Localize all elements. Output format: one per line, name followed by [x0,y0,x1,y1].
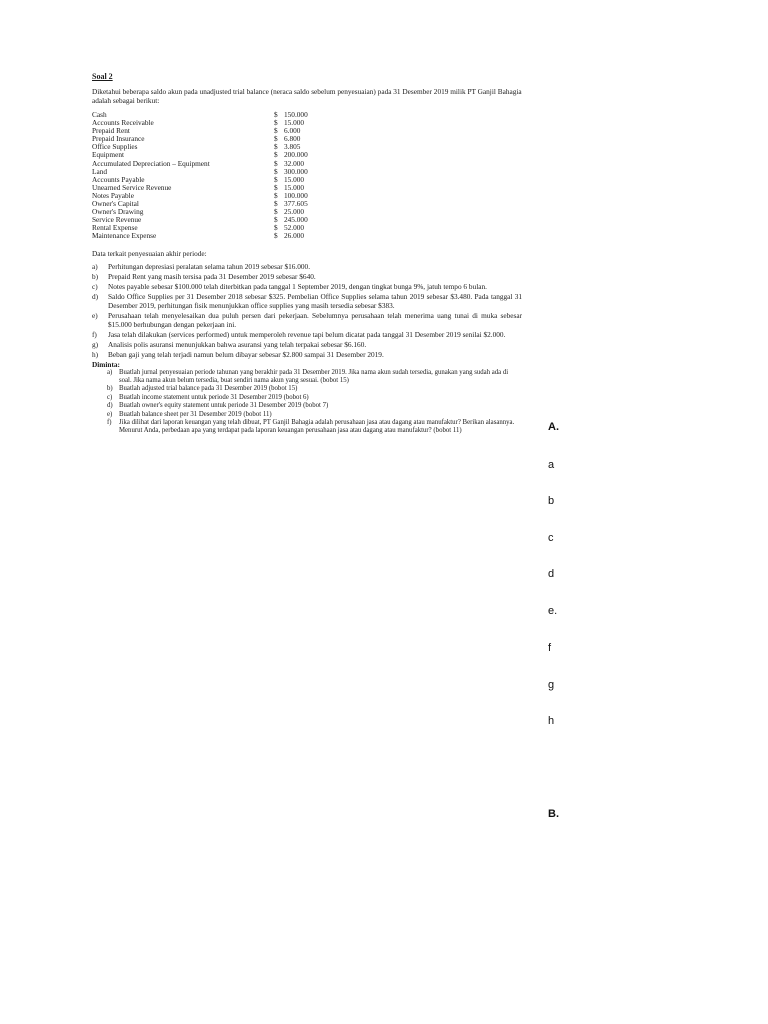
currency-symbol: $ [274,182,278,192]
account-name: Accounts Payable [92,174,145,184]
account-name: Cash [92,110,107,119]
item-text: Analisis polis asuransi menunjukkan bahwa asuransi yang telah terpakai sebesar $6.160. [108,339,367,349]
list-item [92,350,522,359]
account-amount: 26.000 [284,231,305,241]
item-letter: d) [107,402,113,410]
list-item [107,394,522,402]
item-letter: h) [92,349,99,359]
item-letter: e) [107,410,113,418]
list-item [92,340,522,349]
item-text: Buatlah adjusted trial balance pada 31 Desember 2019 (bobot 15) [119,385,298,393]
currency-symbol: $ [274,118,278,128]
item-text: Beban gaji yang telah terjadi namun belum dibayar sebesar $2.800 sampai 31 Desember 2019. [108,349,384,359]
list-item [107,385,522,393]
account-name: Office Supplies [92,142,138,152]
list-item [92,282,522,291]
account-name: Prepaid Insurance [92,134,145,144]
item-letter: c) [92,281,98,291]
answer-section-b-label: B. [548,808,559,820]
currency-symbol: $ [274,215,278,225]
item-letter: f) [92,329,97,339]
list-item [92,330,522,339]
item-text: Buatlah balance sheet per 31 Desember 2019 (bobot 11) [119,410,272,418]
currency-symbol: $ [274,142,278,152]
account-amount: 6.800 [284,134,301,144]
answer-item-label: f [548,642,552,654]
item-text: Perhitungan depresiasi peralatan selama tahun 2019 sebesar $16.000. [108,261,311,271]
list-item [107,411,522,419]
item-text: Saldo Office Supplies per 31 Desember 2018 sebesar $325. Pembelian Office Supplies selama tahun 2019 sebesar $3.480. Pada tanggal 31 Desember 2019, perhitungan fisik menunjukkan office supplies yang masih tersedia sebesar $383. [108,291,522,310]
answer-item-label: a [548,459,555,471]
answer-item-label: b [548,495,555,507]
list-item [107,402,522,410]
list-item [92,272,522,281]
item-text: Jasa telah dilakukan (services performed) untuk memperoleh revenue tapi belum dicatat pada tanggal 31 Desember 2019 senilai $2.000. [108,329,506,339]
currency-symbol: $ [274,158,278,168]
item-letter: a) [92,261,98,271]
account-amount: 100.000 [284,190,308,200]
account-amount: 245.000 [284,215,308,225]
question-document [92,72,522,436]
account-amount: 52.000 [284,223,305,233]
currency-symbol: $ [274,166,278,176]
account-name: Maintenance Expense [92,231,157,241]
list-item [92,292,522,310]
item-text: Buatlah income statement untuk periode 31 Desember 2019 (bobot 6) [119,393,309,401]
answer-item-label: d [548,568,555,580]
item-letter: b) [107,385,113,393]
item-letter: b) [92,271,99,281]
question-title: Soal 2 [92,72,113,81]
item-text: Prepaid Rent yang masih tersisa pada 31 Desember 2019 sebesar $640. [108,271,316,281]
answer-item-label: e. [548,605,558,617]
account-amount: 15.000 [284,118,305,128]
item-letter: a) [107,368,113,376]
account-name: Notes Payable [92,190,134,200]
currency-symbol: $ [274,231,278,241]
account-amount: 377.605 [284,199,308,209]
account-amount: 200.000 [284,150,308,160]
item-text: Buatlah jurnal penyesuaian periode tahunan yang berakhir pada 31 Desember 2019. Jika nama akun sudah tersedia, gunakan yang sudah ada di soal. Jika nama akun belum tersedia, buat sendiri nama akun yang sesuai. (bobot 15) [119,368,509,384]
account-name: Owner's Capital [92,199,139,209]
currency-symbol: $ [274,207,278,217]
currency-symbol: $ [274,110,278,119]
account-name: Owner's Drawing [92,207,144,217]
account-name: Equipment [92,150,125,160]
answer-item-label: g [548,679,555,691]
item-letter: g) [92,339,99,349]
account-name: Unearned Service Revenue [92,182,172,192]
account-amount: 3.805 [284,142,301,152]
list-item [107,369,522,386]
list-item [92,311,522,329]
currency-symbol: $ [274,134,278,144]
adjustments-list [92,262,522,359]
currency-symbol: $ [274,150,278,160]
list-item [107,419,522,436]
account-amount: 15.000 [284,182,305,192]
account-amount: 300.000 [284,166,308,176]
item-letter: d) [92,291,99,301]
account-amount: 6.000 [284,126,301,136]
account-amount: 150.000 [284,110,308,119]
account-name: Rental Expense [92,223,138,233]
item-letter: c) [107,393,113,401]
account-amount: 15.000 [284,174,305,184]
currency-symbol: $ [274,190,278,200]
item-text: Perusahaan telah menyelesaikan dua puluh persen dari pekerjaan. Sebelumnya perusahaan telah menerima uang tunai di muka sebesar $15.000 berhubungan dengan pekerjaan ini. [108,310,522,329]
requests-list [92,369,522,436]
account-amount: 25.000 [284,207,305,217]
adjustments-label: Data terkait penyesuaian akhir periode: [92,248,207,258]
account-name: Accounts Receivable [92,118,154,128]
item-letter: f) [107,418,112,426]
currency-symbol: $ [274,126,278,136]
account-balances-table [92,111,522,241]
item-text: Notes payable sebesar $100.000 telah diterbitkan pada tanggal 1 September 2019, dengan tingkat bunga 9%, jatuh tempo 6 bulan. [108,281,487,291]
list-item [92,262,522,271]
account-name: Service Revenue [92,215,142,225]
account-amount: 32.000 [284,158,305,168]
currency-symbol: $ [274,223,278,233]
currency-symbol: $ [274,174,278,184]
answer-item-label: h [548,715,555,727]
requested-label: Diminta: [92,359,120,369]
item-letter: e) [92,310,98,320]
account-name: Land [92,166,107,176]
account-name: Accumulated Depreciation – Equipment [92,158,210,168]
item-text: Jika dilihat dari laporan keuangan yang telah dibuat, PT Ganjil Bahagia adalah perusahaan jasa atau dagang atau manufaktur? Berikan alasannya. Menurut Anda, perbedaan apa yang terdapat pada laporan keuangan perusahaan jasa atau dagang atau manufaktur? (bobot 11) [119,418,515,435]
item-text: Buatlah owner's equity statement untuk periode 31 Desember 2019 (bobot 7) [119,402,329,410]
answer-section-a-label: A. [548,421,559,433]
question-intro: Diketahui beberapa saldo akun pada unadjusted trial balance (neraca saldo sebelum penyesuaian) pada 31 Desember 2019 milik PT Ganjil Bahagia adalah sebagai berikut: [92,87,522,105]
currency-symbol: $ [274,199,278,209]
answer-item-label: c [548,532,554,544]
account-name: Prepaid Rent [92,126,130,136]
